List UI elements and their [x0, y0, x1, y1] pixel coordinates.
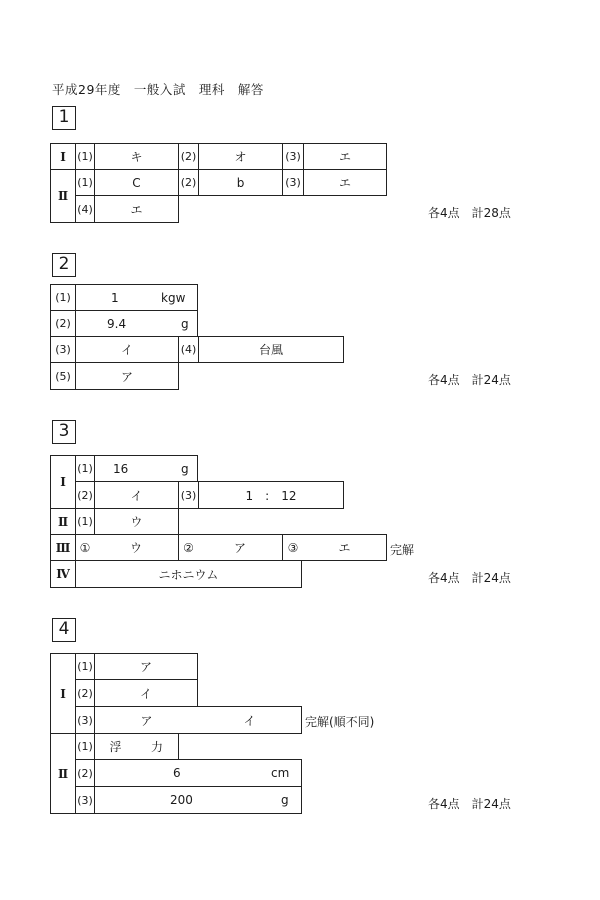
s4-label-ii2: (2) [75, 759, 95, 787]
s2-answer-1-unit: kgw [161, 290, 186, 305]
s4-label-i3: (3) [75, 706, 95, 734]
section-1-number: 1 [52, 106, 76, 130]
s3-label-ii1: (1) [75, 508, 95, 535]
s3-circled-2: ② [178, 534, 199, 561]
page-title: 平成29年度 一般入試 理科 解答 [52, 82, 264, 97]
s2-label-3: (3) [50, 336, 76, 363]
s1-label-i1: (1) [75, 143, 95, 170]
s4-score: 各4点 計24点 [428, 797, 511, 811]
s2-label-2: (2) [50, 310, 76, 337]
s2-answer-2-value: 9.4 [107, 316, 127, 331]
s1-label-i2: (2) [178, 143, 199, 170]
s1-label-ii2: (2) [178, 169, 199, 196]
s3-circled-1: ① [75, 534, 95, 561]
s2-score: 各4点 計24点 [428, 373, 511, 387]
s1-answer-ii2: b [198, 169, 283, 196]
section-4-number: 4 [52, 618, 76, 642]
s3-label-i3: (3) [178, 481, 199, 509]
s2-answer-4: 台風 [198, 336, 344, 363]
s1-label-ii3: (3) [282, 169, 304, 196]
s1-roman-1: Ⅰ [50, 143, 76, 170]
s3-answer-iii3: エ [303, 534, 387, 561]
s3-answer-i2: イ [94, 481, 179, 509]
s1-answer-ii4: エ [94, 195, 179, 223]
s2-label-1: (1) [50, 284, 76, 311]
s1-answer-ii3: エ [303, 169, 387, 196]
s4-answer-i2: イ [94, 679, 198, 707]
s1-score: 各4点 計28点 [428, 206, 511, 220]
s2-answer-2-unit: g [181, 316, 189, 331]
s4-roman-1: Ⅰ [50, 653, 76, 734]
s3-label-i1: (1) [75, 455, 95, 482]
s2-answer-5: ア [75, 362, 179, 390]
s4-answer-ii3 [94, 786, 302, 814]
s3-roman-1: Ⅰ [50, 455, 76, 509]
s1-answer-i2: オ [198, 143, 283, 170]
s3-label-i2: (2) [75, 481, 95, 509]
s4-answer-ii1b: 力 [136, 733, 179, 760]
s4-answer-i3b: イ [198, 706, 302, 734]
s1-label-ii4: (4) [75, 195, 95, 223]
s3-answer-iii1: ウ [94, 534, 179, 561]
s3-answer-iv: ニホニウム [75, 560, 302, 588]
s4-answer-ii2-value: 6 [173, 766, 181, 780]
s4-answer-ii1a: 浮 [94, 733, 137, 760]
section-3-number: 3 [52, 420, 76, 444]
s2-label-5: (5) [50, 362, 76, 390]
s1-label-i3: (3) [282, 143, 304, 170]
s2-answer-2 [75, 310, 198, 337]
s4-label-ii1: (1) [75, 733, 95, 760]
s3-note-complete: 完解 [390, 543, 415, 557]
s3-answer-i3: 1 : 12 [198, 481, 344, 509]
s4-answer-ii2-unit: cm [271, 766, 290, 780]
s3-answer-ii1: ウ [94, 508, 179, 535]
s3-score: 各4点 計24点 [428, 571, 511, 585]
s1-answer-ii1: C [94, 169, 179, 196]
s3-answer-i1 [94, 455, 198, 482]
s2-label-4: (4) [178, 336, 199, 363]
s4-roman-2: Ⅱ [50, 733, 76, 814]
s1-answer-i1: キ [94, 143, 179, 170]
s4-label-i1: (1) [75, 653, 95, 680]
s4-note-complete: 完解(順不同) [305, 715, 375, 729]
s3-answer-iii2: ア [198, 534, 283, 561]
s1-answer-i3: エ [303, 143, 387, 170]
s4-label-ii3: (3) [75, 786, 95, 814]
s2-answer-3: イ [75, 336, 179, 363]
s1-roman-2: Ⅱ [50, 169, 76, 223]
section-2-number: 2 [52, 253, 76, 277]
s4-answer-ii3-unit: g [281, 793, 289, 807]
s1-label-ii1: (1) [75, 169, 95, 196]
s3-circled-3: ③ [282, 534, 304, 561]
s3-answer-i1-unit: g [181, 461, 189, 476]
s4-label-i2: (2) [75, 679, 95, 707]
s4-answer-i1: ア [94, 653, 198, 680]
s2-answer-1-value: 1 [111, 290, 119, 305]
s3-roman-4: Ⅳ [50, 560, 76, 588]
s3-roman-2: Ⅱ [50, 508, 76, 535]
s3-roman-3: Ⅲ [50, 534, 76, 561]
s4-answer-i3a: ア [94, 706, 199, 734]
s2-answer-1 [75, 284, 198, 311]
s4-answer-ii2 [94, 759, 302, 787]
s3-answer-i1-value: 16 [113, 461, 129, 476]
s4-answer-ii3-value: 200 [170, 793, 193, 807]
